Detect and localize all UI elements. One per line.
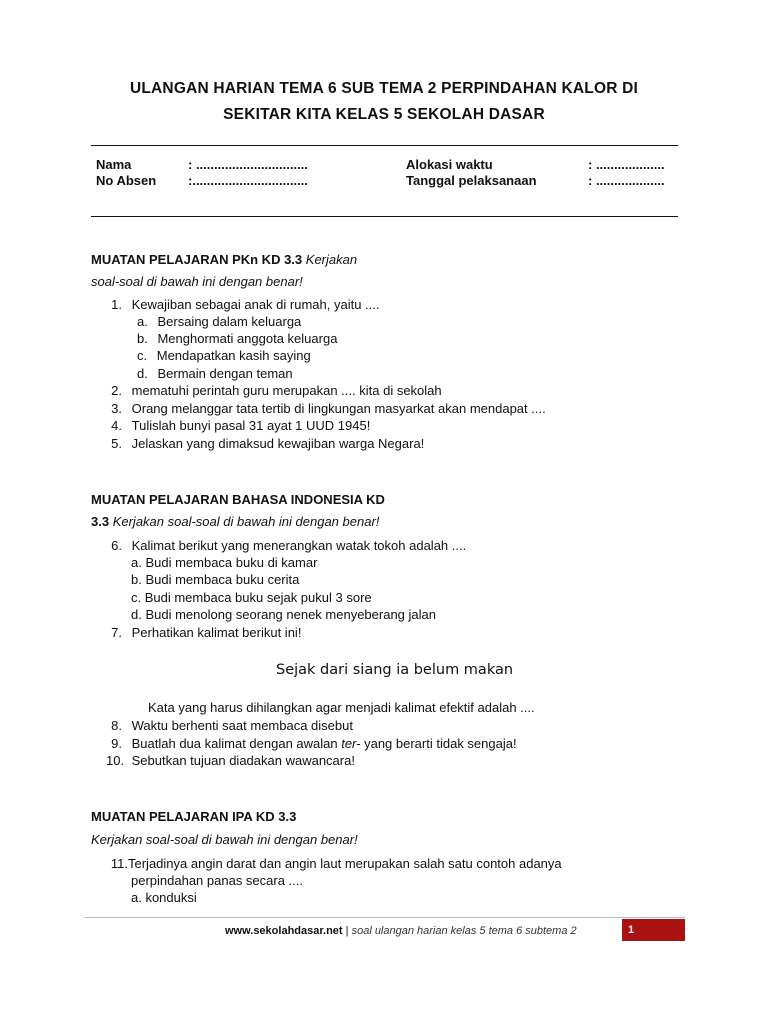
option-text: Menghormati anggota keluarga [157, 331, 338, 346]
question-2 [106, 383, 442, 398]
question-11-text: Terjadinya angin darat dan angin laut merupakan salah satu contoh adanya [128, 856, 562, 871]
question-1 [106, 297, 380, 312]
option-text: Mendapatkan kasih saying [156, 348, 311, 363]
header-divider-top [91, 145, 678, 146]
question-7-number: 7. [111, 625, 122, 640]
pkn-heading-text: MUATAN PELAJARAN PKn KD 3.3 [91, 252, 303, 267]
option-text: Bermain dengan teman [157, 366, 293, 381]
document-title-line1: ULANGAN HARIAN TEMA 6 SUB TEMA 2 PERPINDAHAN KALOR DI [129, 80, 639, 97]
option-letter: d. [137, 366, 148, 381]
question-6-option-b: b. Budi membaca buku cerita [131, 572, 300, 587]
question-8 [106, 718, 353, 733]
nama-label: Nama [96, 157, 132, 172]
question-1-option-d [137, 366, 293, 381]
question-5-text: Jelaskan yang dimaksud kewajiban warga Negara! [131, 436, 425, 451]
question-10-text: Sebutkan tujuan diadakan wawancara! [131, 753, 355, 768]
question-9 [106, 736, 517, 751]
pkn-instruction-start: Kerjakan [305, 252, 358, 267]
question-6-option-d: d. Budi menolong seorang nenek menyeberang jalan [131, 607, 436, 622]
option-text: Bersaing dalam keluarga [157, 314, 302, 329]
bindo-instruction-text: Kerjakan soal-soal di bawah ini dengan benar! [112, 514, 380, 529]
question-9-number: 9. [111, 736, 122, 751]
waktu-label: Alokasi waktu [406, 157, 493, 172]
footer-site-link[interactable]: www.sekolahdasar.net [225, 925, 343, 937]
question-3-number: 3. [111, 401, 122, 416]
header-divider-bottom [91, 216, 678, 217]
question-3 [106, 401, 546, 416]
question-5 [106, 436, 424, 451]
question-2-text: mematuhi perintah guru merupakan .... kita di sekolah [131, 383, 442, 398]
waktu-field: : ................... [588, 157, 665, 172]
document-title-line2: SEKITAR KITA KELAS 5 SEKOLAH DASAR [223, 106, 545, 123]
footer-separator: | [342, 925, 352, 937]
absen-field: :................................ [188, 173, 308, 188]
pkn-instruction-rest: soal-soal di bawah ini dengan benar! [91, 274, 303, 289]
question-7-text: Perhatikan kalimat berikut ini! [131, 625, 302, 640]
question-4-text: Tulislah bunyi pasal 31 ayat 1 UUD 1945! [131, 418, 371, 433]
tanggal-field: : ................... [588, 173, 665, 188]
footer-text [225, 925, 577, 937]
absen-label: No Absen [96, 173, 157, 188]
bindo-heading: MUATAN PELAJARAN BAHASA INDONESIA KD [91, 492, 385, 507]
pkn-heading [91, 252, 357, 267]
question-11-number: 11. [110, 856, 128, 871]
option-letter: b. [137, 331, 148, 346]
question-7 [106, 625, 301, 640]
question-9-prefix: ter- [341, 736, 361, 751]
example-sentence: Sejak dari siang ia belum makan [276, 662, 514, 678]
ipa-heading: MUATAN PELAJARAN IPA KD 3.3 [91, 809, 297, 824]
question-4-number: 4. [111, 418, 122, 433]
page-number: 1 [628, 924, 635, 936]
question-10 [106, 753, 355, 768]
ipa-instruction: Kerjakan soal-soal di bawah ini dengan benar! [91, 832, 358, 847]
question-1-option-b [137, 331, 337, 346]
question-6-text: Kalimat berikut yang menerangkan watak tokoh adalah .... [131, 538, 467, 553]
footer-divider [85, 917, 685, 918]
question-6-option-a: a. Budi membaca buku di kamar [131, 555, 318, 570]
tanggal-label: Tanggal pelaksanaan [406, 173, 537, 188]
option-letter: c. [137, 348, 148, 363]
question-11-text-continued: perpindahan panas secara .... [131, 873, 304, 888]
nama-field: : ............................... [188, 157, 308, 172]
question-8-number: 8. [111, 718, 122, 733]
question-4 [106, 418, 370, 433]
question-3-text: Orang melanggar tata tertib di lingkungan masyarkat akan mendapat .... [131, 401, 546, 416]
question-10-number: 10. [106, 753, 125, 768]
question-1-option-a [137, 314, 301, 329]
question-6 [106, 538, 466, 553]
question-7-followup: Kata yang harus dihilangkan agar menjadi kalimat efektif adalah .... [148, 700, 535, 715]
option-letter: a. [137, 314, 148, 329]
question-11-option-a: a. konduksi [131, 890, 197, 905]
question-6-number: 6. [111, 538, 122, 553]
footer-description: soal ulangan harian kelas 5 tema 6 subtema 2 [351, 925, 577, 937]
question-5-number: 5. [111, 436, 122, 451]
question-9-text-start: Buatlah dua kalimat dengan awalan [131, 736, 342, 751]
question-11 [106, 856, 562, 871]
question-8-text: Waktu berhenti saat membaca disebut [131, 718, 353, 733]
question-1-text: Kewajiban sebagai anak di rumah, yaitu .... [131, 297, 380, 312]
question-1-option-c [137, 348, 311, 363]
question-1-number: 1. [111, 297, 122, 312]
bindo-kd-number: 3.3 [91, 514, 110, 529]
bindo-instruction [91, 514, 379, 529]
question-9-text-end: yang berarti tidak sengaja! [360, 736, 517, 751]
question-2-number: 2. [111, 383, 122, 398]
question-6-option-c: c. Budi membaca buku sejak pukul 3 sore [131, 590, 372, 605]
